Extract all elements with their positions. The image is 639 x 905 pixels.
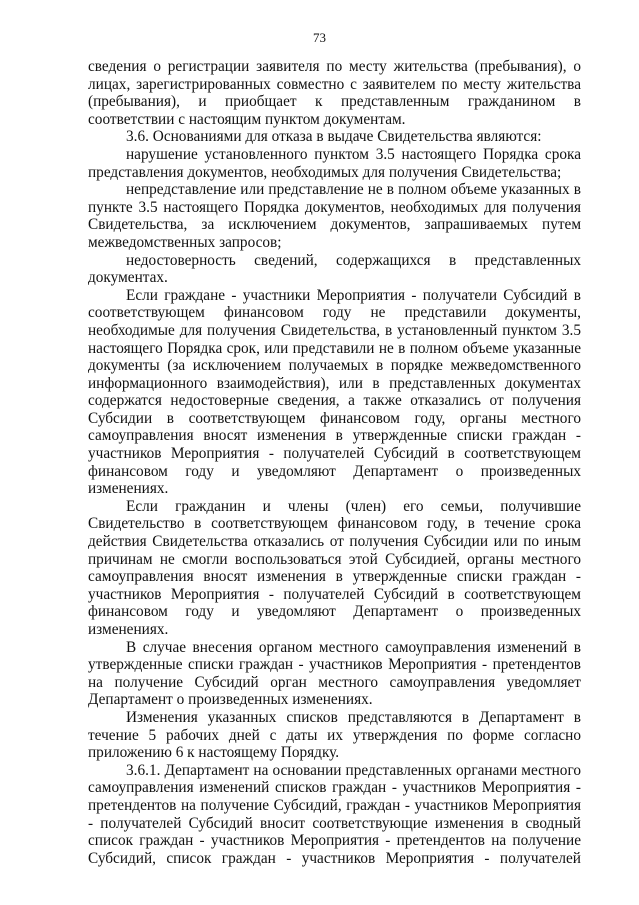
paragraph-item-3-6: 3.6. Основаниями для отказа в выдаче Свидетельства являются: [126,128,542,146]
paragraph-recipients-changes: Если граждане - участники Мероприятия - получатели Субсидий в соответствующем финансовом году не представили документы, необходимые для получения Свидетельства, в установленный пунктом 3.5 настоящего Порядка срок, или представили не в полном объеме указанные документы (за исключением получаемых в порядке межведомственного информационного взаимодействия), или в представленных документах содержатся недостоверные сведения, а также отказались от получения Субсидии в соответствующем финансовом году, органы местного самоуправления вносят изменения в утвержденные списки граждан - участников Мероприятия - получателей Субсидий в соответствующем финансовом году и уведомляют Департамент о произведенных изменениях. [88,286,581,498]
paragraph-refusal-ground-deadline: нарушение установленного пунктом 3.5 настоящего Порядка срока представления документов, необходимых для получения Свидетельства; [88,145,581,181]
paragraph-item-3-6-1: 3.6.1. Департамент на основании представленных органами местного самоуправления изменений списков граждан - участников Мероприятия - претендентов на получение Субсидий, граждан - участников Мероприятия - получателей Субсидий вносит соответствующие изменения в сводный список граждан - участников Мероприятия - претендентов на получение Субсидий, список граждан - участников Мероприятия - получателей [88,761,581,867]
document-body [88,58,581,867]
paragraph-submission-deadline: Изменения указанных списков представляются в Департамент в течение 5 рабочих дней с даты их утверждения по форме согласно приложению 6 к настоящему Порядку. [88,708,581,762]
paragraph-refusal-ground-unreliable: недостоверность сведений, содержащихся в представленных документах. [88,251,581,287]
paragraph-certificate-refusal: Если гражданин и члены (член) его семьи, получившие Свидетельство в соответствующем финансовом году, в течение срока действия Свидетельства отказались от получения Субсидии или по иным причинам не смогли воспользоваться этой Субсидией, органы местного самоуправления вносят изменения в утвержденные списки граждан - участников Мероприятия - получателей Субсидий в соответствующем финансовом году и уведомляют Департамент о произведенных изменениях. [88,497,581,638]
paragraph-continuation: сведения о регистрации заявителя по месту жительства (пребывания), о лицах, зарегистрированных совместно с заявителем по месту жительства (пребывания), и приобщает к представленным гражданином в соответствии с настоящим пунктом документам. [88,58,581,128]
paragraph-refusal-ground-incomplete: непредставление или представление не в полном объеме указанных в пункте 3.5 настоящего Порядка документов, необходимых для получения Свидетельства, за исключением документов, запрашиваемых путем межведомственных запросов; [88,181,581,251]
page-number: 73 [313,30,326,45]
paragraph-applicants-changes: В случае внесения органом местного самоуправления изменений в утвержденные списки граждан - участников Мероприятия - претендентов на получение Субсидий орган местного самоуправления уведомляет Департамент о произведенных изменениях. [88,638,581,709]
